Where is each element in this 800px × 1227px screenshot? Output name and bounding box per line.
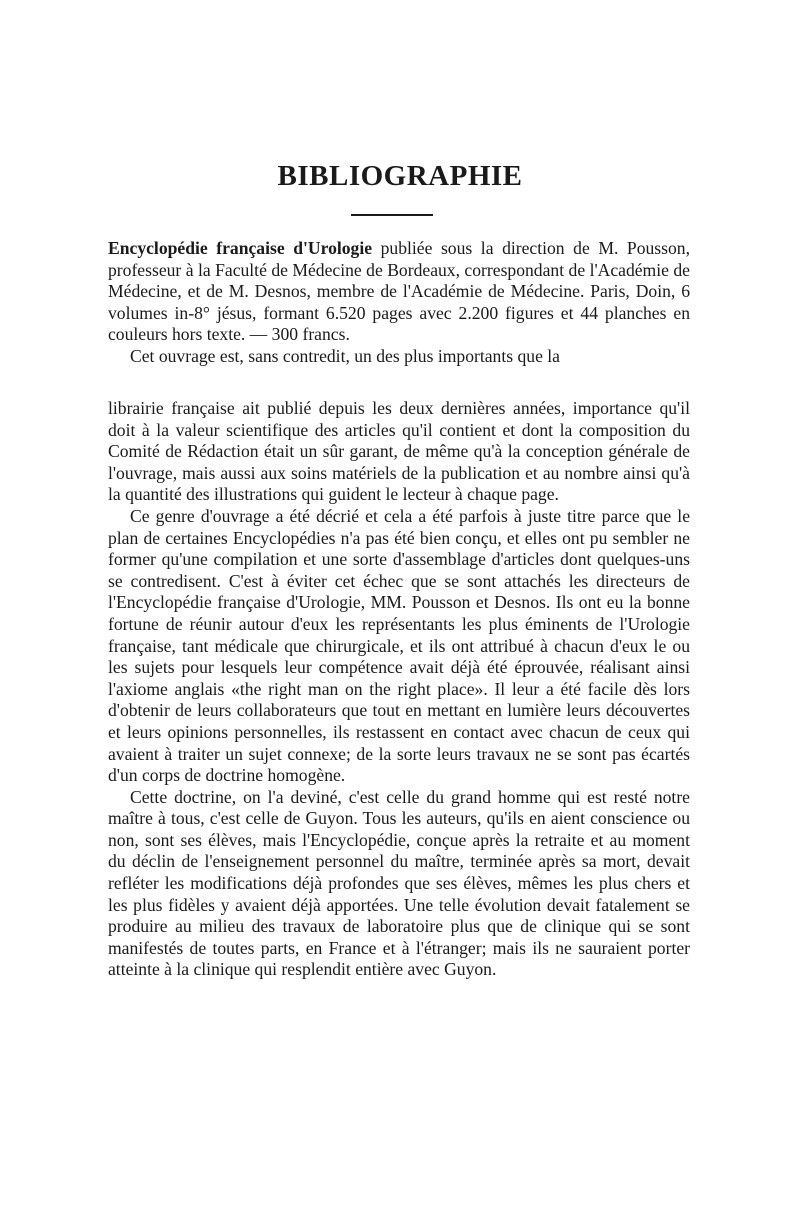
title-rule: [351, 214, 433, 216]
book-title: Encyclopédie française d'Urologie: [108, 238, 373, 258]
review-body: [108, 398, 690, 981]
review-paragraph-2: Ce genre d'ouvrage a été décrié et cela a été parfois à juste titre parce que le plan de certaines Encyclopédies n'a pas été bien conçu, et elles ont pu sembler ne former qu'une compilation et une sorte d'assemblage d'articles dont quelques-uns se contredisent. C'est à éviter cet échec que se sont attachés les directeurs de l'Encyclopédie française d'Urologie, MM. Pousson et Desnos. Ils ont eu la bonne fortune de réunir autour d'eux les représentants les plus éminents de l'Urologie française, tant médicale que chirurgicale, et ils ont attribué à chacun d'eux le ou les sujets pour lesquels leur compétence avait déjà été éprouvée, réalisant ainsi l'axiome anglais «the right man on the right place». Il leur a été facile dès lors d'obtenir de leurs collaborateurs que tout en mettant en lumière leurs découvertes et leurs opinions personnelles, ils restassent en contact avec chacun de ceux qui avaient à traiter un sujet connexe; de la sorte leurs travaux ne se sont pas écartés d'un corps de doctrine homogène.: [108, 505, 690, 786]
review-first-line: Cet ouvrage est, sans contredit, un des plus importants que la: [130, 345, 560, 366]
review-paragraph-3: Cette doctrine, on l'a deviné, c'est celle du grand homme qui est resté notre maître à tous, c'est celle de Guyon. Tous les auteurs, qu'ils en aient conscience ou non, sont ses élèves, mais l'Encyclopédie, conçue après la retraite et au moment du déclin de l'enseignement personnel du maître, terminée après sa mort, devait refléter les modifications déjà profondes que ses élèves, mêmes les plus chers et les plus fidèles y avaient déjà apportées. Une telle évolution devait fatalement se produire au milieu des travaux de laboratoire plus que de clinique qui se sont manifestés de toutes parts, en France et à l'étranger; mais ils ne sauraient porter atteinte à la clinique qui resplendit entière avec Guyon.: [108, 786, 690, 980]
review-paragraph-1: librairie française ait publié depuis les deux dernières années, importance qu'il doit à la valeur scientifique des articles qu'il contient et dont la composition du Comité de Rédaction était un sûr garant, de même qu'à la conception générale de l'ouvrage, mais aussi aux soins matériels de la publication et au nombre ainsi qu'à la quantité des illustrations qui guident le lecteur à chaque page.: [108, 398, 690, 505]
page-title: BIBLIOGRAPHIE: [277, 160, 523, 192]
bibliography-entry: [108, 238, 690, 368]
citation: [108, 238, 690, 346]
citation-details: publiée sous la direction de M. Pousson, professeur à la Faculté de Médecine de Bordeaux, correspondant de l'Académie de Médecine, et de M. Desnos, membre de l'Académie de Médecine. Paris, Doin, 6 volumes in-8° jésus, formant 6.520 pages avec 2.200 figures et 44 planches en couleurs hors texte. — 300 francs.: [108, 238, 690, 345]
